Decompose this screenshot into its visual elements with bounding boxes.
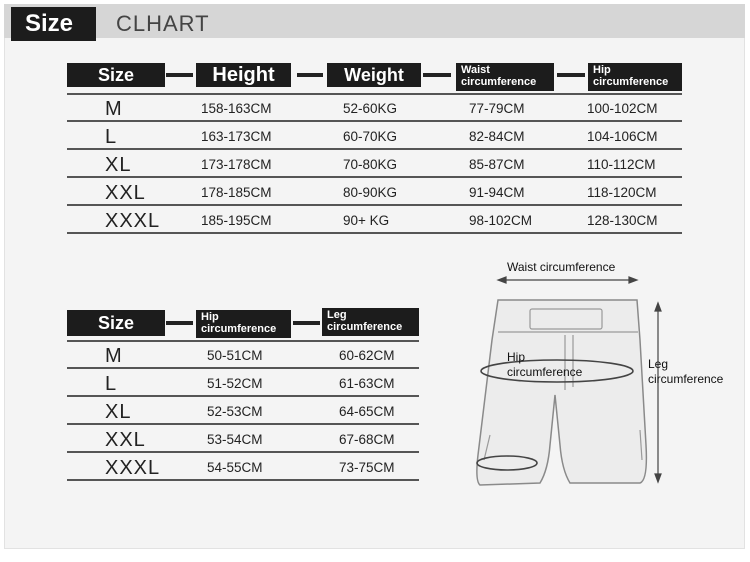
value-cell: 67-68CM [339, 432, 395, 447]
value-cell: 64-65CM [339, 404, 395, 419]
waist-circumference-label: Waist circumference [507, 260, 616, 274]
table-row [67, 343, 419, 369]
value-cell: 178-185CM [201, 185, 272, 200]
size-cell: XL [105, 154, 132, 176]
value-cell: 118-120CM [587, 185, 657, 200]
header-divider [293, 321, 320, 325]
value-cell: 100-102CM [587, 101, 658, 116]
value-cell: 53-54CM [207, 432, 263, 447]
table-row [67, 151, 682, 178]
value-cell: 128-130CM [587, 213, 658, 228]
table-row [67, 95, 682, 122]
size-cell: L [105, 373, 118, 395]
table-row [67, 427, 419, 453]
table-row [67, 399, 419, 425]
value-cell: 52-60KG [343, 101, 398, 116]
table1-header-weight: Weight [327, 63, 421, 87]
value-cell: 77-79CM [469, 101, 525, 116]
header-bar [4, 4, 745, 38]
value-cell: 51-52CM [207, 376, 263, 391]
header-divider [423, 73, 451, 77]
value-cell: 104-106CM [587, 129, 658, 144]
value-cell: 158-163CM [201, 101, 272, 116]
leg-length-line [655, 303, 661, 482]
table2-header-size: Size [67, 310, 165, 336]
table1-header-size: Size [67, 63, 165, 87]
value-cell: 80-90KG [343, 185, 398, 200]
value-cell: 60-62CM [339, 348, 395, 363]
header-size-label: Size [11, 7, 96, 41]
value-cell: 73-75CM [339, 460, 395, 475]
value-cell: 70-80KG [343, 157, 398, 172]
value-cell: 90+ KG [343, 213, 390, 228]
table1-header-waist: Waist circumference [456, 63, 554, 91]
value-cell: 54-55CM [207, 460, 263, 475]
table2-header-hip: Hip circumference [196, 310, 291, 338]
table-row [67, 179, 682, 206]
size-cell: XXL [105, 429, 146, 451]
waist-measure-line [498, 277, 637, 283]
value-cell: 110-112CM [587, 157, 656, 172]
value-cell: 185-195CM [201, 213, 272, 228]
table-row [67, 455, 419, 481]
hip-circumference-label: Hip circumference [507, 350, 583, 379]
table2-top-rule [67, 340, 419, 342]
size-cell: XL [105, 401, 132, 423]
value-cell: 98-102CM [469, 213, 533, 228]
value-cell: 61-63CM [339, 376, 395, 391]
size-cell: M [105, 345, 123, 367]
value-cell: 82-84CM [469, 129, 525, 144]
page-title: CLHART [116, 11, 210, 36]
table2-header-leg: Leg circumference [322, 308, 419, 336]
header-divider [297, 73, 323, 77]
table1-header-height: Height [196, 63, 291, 87]
table-row [67, 371, 419, 397]
value-cell: 50-51CM [207, 348, 263, 363]
header-divider [166, 73, 193, 77]
header-divider [557, 73, 585, 77]
table-row [67, 207, 682, 234]
table-row [67, 123, 682, 150]
value-cell: 173-178CM [201, 157, 272, 172]
value-cell: 52-53CM [207, 404, 263, 419]
size-cell: L [105, 126, 118, 148]
value-cell: 60-70KG [343, 129, 398, 144]
value-cell: 85-87CM [469, 157, 525, 172]
shorts-icon [477, 300, 647, 485]
size-cell: XXL [105, 182, 146, 204]
value-cell: 91-94CM [469, 185, 525, 200]
table1-header-hip: Hip circumference [588, 63, 682, 91]
size-cell: XXXL [105, 457, 161, 479]
value-cell: 163-173CM [201, 129, 272, 144]
size-cell: XXXL [105, 210, 161, 232]
leg-circumference-label: Leg circumference [648, 357, 724, 386]
size-cell: M [105, 98, 123, 120]
header-divider [166, 321, 193, 325]
